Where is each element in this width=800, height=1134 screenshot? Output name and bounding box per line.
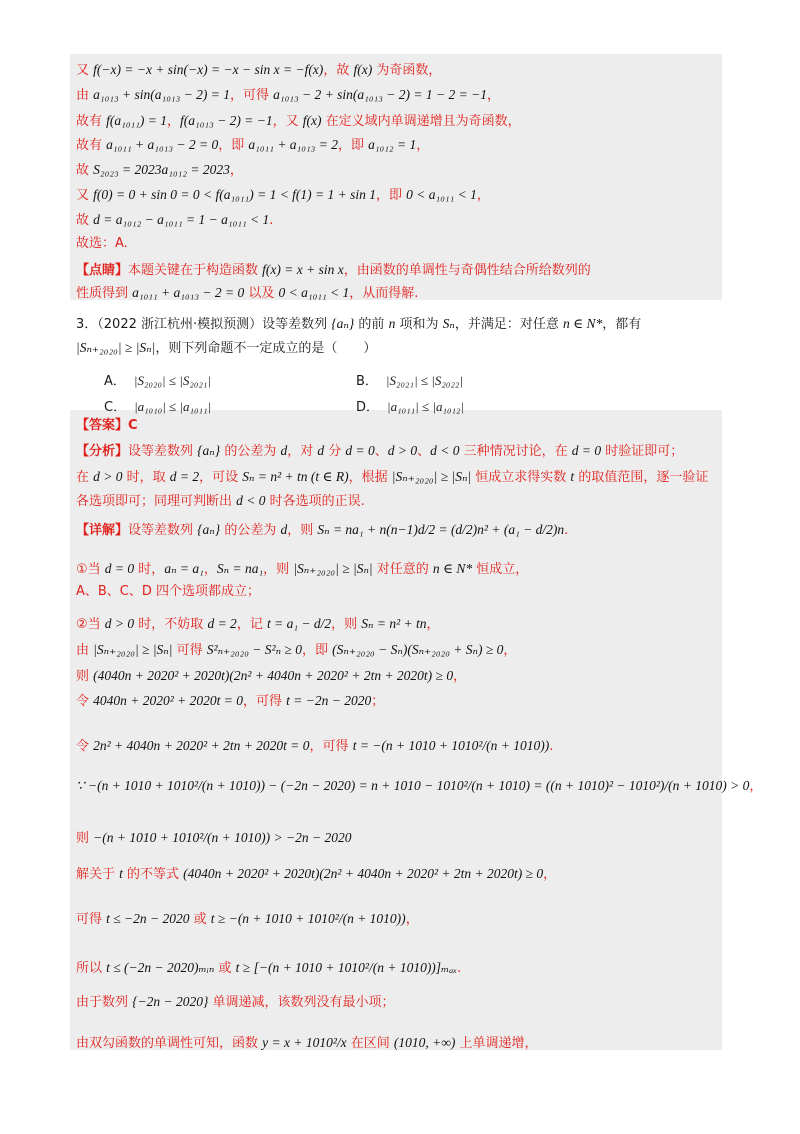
text-run: 的公差为 — [220, 444, 281, 459]
math-expression: d < 0 — [430, 443, 460, 458]
analysis-line — [76, 1035, 538, 1052]
key-point-line — [76, 285, 418, 302]
math-expression: d < 0 — [236, 493, 266, 508]
math-expression: |Sₙ₊₂₀₂₀| ≥ |Sₙ| — [293, 561, 373, 576]
text-run: . — [269, 213, 274, 228]
text-run: 3．（2022 浙江杭州·模拟预测）设等差数列 — [76, 317, 332, 332]
analysis-line — [76, 960, 461, 977]
text-run: A、B、C、D 四个选项都成立； — [76, 584, 261, 599]
text-run: 故 — [76, 163, 94, 178]
text-run: 或 — [189, 912, 211, 927]
text-run: 可得 — [172, 643, 207, 658]
text-run: ，则 — [287, 523, 318, 538]
text-run: ，都有 — [602, 317, 642, 332]
math-expression: (1010, +∞) — [393, 1035, 456, 1050]
math-expression: d = 0 — [104, 561, 135, 576]
analysis-line — [76, 994, 395, 1011]
math-expression: |Sₙ₊₂₀₂₀| ≥ |Sₙ| — [93, 642, 173, 657]
option-label: D． — [356, 400, 380, 415]
analysis-line — [76, 911, 419, 928]
text-run: 时验证即可； — [601, 444, 684, 459]
math-expression: n — [388, 316, 396, 331]
analysis-line — [76, 866, 556, 883]
math-expression: {aₙ} — [331, 316, 355, 331]
text-run: 、 — [417, 444, 431, 459]
analysis-line — [76, 693, 384, 710]
text-run: ， — [486, 88, 500, 103]
math-expression: aₙ = a₁ — [164, 561, 204, 576]
text-run: ，又 — [272, 114, 303, 129]
math-expression: d = 0 — [345, 443, 375, 458]
math-expression: d — [280, 522, 288, 537]
text-run: ， — [167, 114, 181, 129]
math-expression: d — [317, 443, 325, 458]
text-run: 时，取 — [122, 470, 170, 485]
text-run: 则 — [76, 669, 94, 684]
text-run: . — [564, 523, 569, 538]
text-run: 恒成立， — [472, 562, 529, 577]
analysis-line — [76, 738, 553, 755]
math-expression: t = −2n − 2020 — [286, 693, 372, 708]
text-run: 又 — [76, 63, 94, 78]
math-expression: t ≥ [−(n + 1010 + 1010²/(n + 1010))]ₘₐₓ — [235, 960, 458, 975]
math-expression: 0 < a₁₀₁₁ < 1 — [406, 187, 477, 202]
analysis-line — [76, 522, 568, 539]
text-run: ，即 — [301, 643, 333, 658]
text-run: 在定义域内单调递增且为奇函数， — [321, 114, 521, 129]
text-run: 项和为 — [395, 317, 443, 332]
text-run: ， — [503, 643, 517, 658]
solution-line — [76, 162, 243, 179]
text-run: 在 — [76, 470, 94, 485]
text-run: ； — [371, 694, 385, 709]
text-run: 单调递减，该数列没有最小项； — [208, 995, 395, 1010]
math-expression: (4040n + 2020² + 2020t)(2n² + 4040n + 2020² + 2tn + 2020t) ≥ 0 — [183, 866, 544, 881]
option-expression: |a₁₀₁₀| ≤ |a₁₀₁₁| — [134, 399, 212, 414]
text-run: ②当 — [76, 617, 105, 632]
analysis-line — [76, 469, 708, 486]
option-b — [356, 370, 463, 389]
text-run: ，根据 — [348, 470, 392, 485]
math-expression: y = x + 1010²/x — [262, 1035, 347, 1050]
math-expression: 0 < a₁₀₁₁ < 1 — [278, 285, 350, 300]
math-expression: a₁₀₁₂ = 1 — [368, 137, 417, 152]
text-run: 的公差为 — [220, 523, 281, 538]
math-expression: t = −(n + 1010 + 1010²/(n + 1010)) — [352, 738, 550, 753]
math-expression: f(x) — [353, 62, 373, 77]
math-expression: d — [280, 443, 288, 458]
text-run: 恒成立求得实数 — [471, 470, 571, 485]
math-expression: {−2n − 2020} — [132, 994, 209, 1009]
text-run: ， — [543, 867, 557, 882]
text-run: 由 — [76, 643, 94, 658]
text-run: 由双勾函数的单调性可知，函数 — [76, 1036, 263, 1051]
text-run: 【分析】 — [76, 444, 129, 459]
text-run: ，则 — [331, 617, 362, 632]
math-expression: t ≥ −(n + 1010 + 1010²/(n + 1010)) — [210, 911, 406, 926]
analysis-line — [76, 778, 762, 795]
text-run: ，从而得解. — [349, 286, 419, 301]
text-run: ，则 — [263, 562, 294, 577]
math-expression: a₁₀₁₁ + a₁₀₁₃ = 2 — [248, 137, 338, 152]
text-run: 故选：A. — [76, 236, 128, 251]
text-run: ， — [405, 912, 419, 927]
text-run: ，记 — [236, 617, 267, 632]
math-expression: t ≤ −2n − 2020 — [106, 911, 190, 926]
math-expression: 4040n + 2020² + 2020t = 0 — [93, 693, 244, 708]
solution-line — [76, 137, 429, 154]
analysis-line — [76, 493, 365, 510]
math-expression: d > 0 — [93, 469, 123, 484]
text-run: ， — [229, 163, 243, 178]
math-expression: t — [570, 469, 575, 484]
option-expression: |S₂₀₂₁| ≤ |S₂₀₂₂| — [385, 373, 464, 388]
math-expression: t — [119, 866, 123, 881]
analysis-line — [76, 561, 528, 578]
text-run: 各选项即可；同理可判断出 — [76, 494, 237, 509]
text-run: 设等差数列 — [128, 523, 198, 538]
math-expression: {aₙ} — [197, 522, 221, 537]
option-a — [104, 370, 211, 389]
text-run: ，并满足：对任意 — [454, 317, 563, 332]
text-run: ，故 — [323, 63, 354, 78]
text-run: ，由函数的单调性与奇偶性结合所给数列的 — [343, 263, 591, 278]
math-expression: d = 2 — [207, 616, 237, 631]
math-expression: f(x) — [302, 113, 322, 128]
analysis-line — [76, 584, 260, 600]
math-expression: a₁₀₁₃ − 2 + sin(a₁₀₁₃ − 2) = 1 − 2 = −1 — [273, 87, 487, 102]
option-expression: |S₂₀₂₀| ≤ |S₂₀₂₁| — [133, 373, 211, 388]
option-c — [104, 396, 211, 415]
option-label: C． — [104, 400, 127, 415]
text-run: ，则下列命题不一定成立的是（ ） — [155, 341, 377, 356]
text-run: 或 — [214, 961, 236, 976]
math-expression: |Sₙ₊₂₀₂₀| ≥ |Sₙ| — [76, 340, 156, 355]
text-run: ，即 — [218, 138, 249, 153]
text-run: 时， — [134, 562, 165, 577]
math-expression: Sₙ = n² + tn — [361, 616, 427, 631]
text-run: 故有 — [76, 114, 107, 129]
analysis-line — [76, 418, 138, 434]
text-run: ，即 — [376, 188, 407, 203]
math-expression: a₁₀₁₁ + a₁₀₁₃ − 2 = 0 — [132, 285, 245, 300]
text-run: ①当 — [76, 562, 105, 577]
text-run: ，对 — [287, 444, 318, 459]
math-expression: d > 0 — [387, 443, 418, 458]
math-expression: t ≤ (−2n − 2020)ₘᵢₙ — [106, 960, 215, 975]
math-expression: Sₙ = na₁ + n(n−1)d/2 = (d/2)n² + (a₁ − d/2)n — [317, 522, 565, 537]
math-expression: ∵ −(n + 1010 + 1010²/(n + 1010)) − (−2n − 2020) = n + 1010 − 1010²/(n + 1010) = ((n + 1010)² − 1010²)/(n + 1010) > 0 — [76, 778, 750, 793]
solution-line — [76, 187, 490, 204]
math-expression: Sₙ — [442, 316, 455, 331]
analysis-line — [76, 642, 516, 659]
math-expression: f(0) = 0 + sin 0 = 0 < f(a₁₀₁₁) = 1 < f(1) = 1 + sin 1 — [93, 187, 377, 202]
text-run: 、 — [374, 444, 388, 459]
text-run: ， — [203, 562, 217, 577]
text-run: ，可设 — [199, 470, 243, 485]
solution-line — [76, 113, 521, 130]
text-run: 的前 — [354, 317, 389, 332]
text-run: ，即 — [337, 138, 369, 153]
text-run: 性质得到 — [76, 286, 133, 301]
math-expression: S₂₀₂₃ = 2023a₁₀₁₂ = 2023 — [93, 162, 230, 177]
math-expression: d = 0 — [571, 443, 602, 458]
text-run: ， — [416, 138, 430, 153]
solution-line — [76, 212, 273, 229]
text-run: 故有 — [76, 138, 107, 153]
math-expression: (4040n + 2020² + 2020t)(2n² + 4040n + 2020² + 2tn + 2020t) ≥ 0 — [93, 668, 454, 683]
text-run: 对任意的 — [372, 562, 433, 577]
option-expression: |a₁₀₁₁| ≤ |a₁₀₁₂| — [387, 399, 465, 414]
math-expression: f(a₁₀₁₃ − 2) = −1 — [180, 113, 273, 128]
option-label: A． — [104, 374, 126, 389]
math-expression: S²ₙ₊₂₀₂₀ − S²ₙ ≥ 0 — [206, 642, 302, 657]
analysis-line — [76, 668, 466, 685]
text-run: 三种情况讨论，在 — [459, 444, 572, 459]
text-run: 时各选项的正误. — [265, 494, 365, 509]
question-line — [76, 340, 376, 357]
math-expression: {aₙ} — [197, 443, 221, 458]
text-run: 则 — [76, 831, 94, 846]
text-run: ， — [426, 617, 440, 632]
text-run: 的取值范围，逐一验证 — [574, 470, 709, 485]
math-expression: a₁₀₁₁ + a₁₀₁₃ − 2 = 0 — [106, 137, 219, 152]
text-run: 上单调递增， — [455, 1036, 538, 1051]
solution-line — [76, 87, 500, 104]
math-expression: d = 2 — [169, 469, 200, 484]
text-run: 令 — [76, 739, 94, 754]
math-expression: Sₙ = n² + tn (t ∈ R) — [242, 469, 349, 484]
text-run: 在区间 — [346, 1036, 394, 1051]
math-expression: 2n² + 4040n + 2020² + 2tn + 2020t = 0 — [93, 738, 310, 753]
math-expression: n ∈ N* — [432, 561, 473, 576]
math-expression: f(a₁₀₁₁) = 1 — [106, 113, 168, 128]
text-run: 的不等式 — [122, 867, 184, 882]
math-expression: d > 0 — [104, 616, 135, 631]
text-run: 所以 — [76, 961, 107, 976]
text-run: 解关于 — [76, 867, 120, 882]
text-run: 【答案】C — [76, 418, 138, 433]
text-run: 为奇函数， — [372, 63, 442, 78]
math-expression: d = a₁₀₁₂ − a₁₀₁₁ = 1 − a₁₀₁₁ < 1 — [93, 212, 270, 227]
text-run: ， — [476, 188, 490, 203]
text-run: 故 — [76, 213, 94, 228]
text-run: 由 — [76, 88, 94, 103]
text-run: ，可得 — [243, 694, 287, 709]
math-expression: (Sₙ₊₂₀₂₀ − Sₙ)(Sₙ₊₂₀₂₀ + Sₙ) ≥ 0 — [332, 642, 504, 657]
math-expression: −(n + 1010 + 1010²/(n + 1010)) > −2n − 2020 — [93, 830, 352, 845]
text-run: ， — [453, 669, 467, 684]
text-run: 又 — [76, 188, 94, 203]
solution-line — [76, 62, 441, 79]
math-expression: Sₙ = na₁ — [216, 561, 264, 576]
analysis-line — [76, 616, 440, 633]
solution-line — [76, 236, 128, 252]
text-run: 本题关键在于构造函数 — [128, 263, 263, 278]
text-run: 【点睛】 — [76, 263, 129, 278]
text-run: 令 — [76, 694, 94, 709]
key-point-line — [76, 262, 591, 279]
math-expression: |Sₙ₊₂₀₂₀| ≥ |Sₙ| — [391, 469, 472, 484]
analysis-line — [76, 830, 351, 847]
text-run: 【详解】 — [76, 523, 129, 538]
question-line — [76, 316, 641, 333]
math-expression: t = a₁ − d/2 — [266, 616, 332, 631]
text-run: 以及 — [244, 286, 279, 301]
option-d — [356, 396, 464, 415]
text-run: . — [549, 739, 554, 754]
text-run: ，可得 — [230, 88, 274, 103]
math-expression: f(−x) = −x + sin(−x) = −x − sin x = −f(x) — [93, 62, 324, 77]
text-run: 可得 — [76, 912, 107, 927]
text-run: 分 — [324, 444, 346, 459]
math-expression: f(x) = x + sin x — [262, 262, 344, 277]
math-expression: n ∈ N* — [562, 316, 603, 331]
analysis-line — [76, 443, 683, 460]
text-run: 由于数列 — [76, 995, 133, 1010]
math-expression: a₁₀₁₃ + sin(a₁₀₁₃ − 2) = 1 — [93, 87, 231, 102]
option-label: B． — [356, 374, 378, 389]
text-run: . — [457, 961, 462, 976]
text-run: 设等差数列 — [128, 444, 198, 459]
text-run: ，可得 — [309, 739, 353, 754]
text-run: 时，不妨取 — [134, 617, 208, 632]
text-run: ， — [749, 779, 763, 794]
